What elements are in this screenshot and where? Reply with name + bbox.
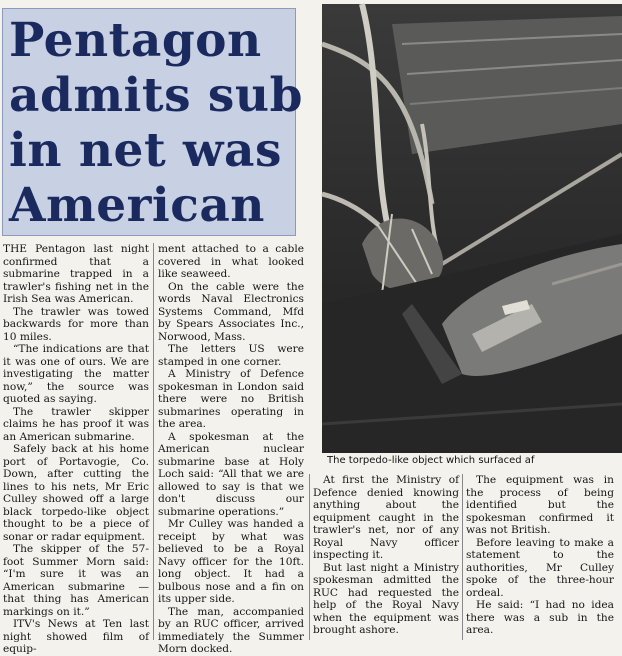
headline (3, 9, 303, 233)
paragraph: The man, accompanied by an RUC officer, arrived immediately the Summer Morn docked. (158, 605, 304, 655)
paragraph: The letters US were stamped in one corner. (158, 343, 304, 368)
paragraph: ment attached to a cable covered in what looked like seaweed. (158, 243, 304, 280)
paragraph: The equipment was in the process of being identified but the spokesman confirmed it was not British. (466, 474, 614, 536)
article-column-1 (3, 243, 149, 655)
paragraph: He said: “I had no idea there was a sub in the area. (466, 599, 614, 636)
paragraph: Safely back at his home port of Portavogie, Co. Down, after cutting the lines to his nets, Mr Eric Culley showed off a large black torpedo-like object thought to be a piece of sonar or radar equipment. (3, 443, 149, 543)
paragraph: But last night a Ministry spokesman admitted the RUC had requested the help of the Royal Navy when the equipment was brought ashore. (313, 561, 459, 636)
headline-line-1: Pentagon (9, 13, 262, 68)
photo-image (322, 4, 622, 453)
headline-line-2: admits sub (9, 68, 303, 123)
paragraph: The trawler skipper claims he has proof it was an American submarine. (3, 405, 149, 443)
article-column-2 (158, 243, 304, 655)
headline-line-3: in net was (9, 123, 282, 178)
headline-line-4: American (9, 178, 265, 233)
paragraph: THE Pentagon last night confirmed that a submarine trapped in a trawler's fishing net in the Irish Sea was American. (3, 243, 149, 305)
paragraph: The trawler was towed backwards for more than 10 miles. (3, 305, 149, 343)
column-divider (153, 243, 154, 640)
paragraph: Before leaving to make a statement to the authorities, Mr Culley spoke of the three-hour ordeal. (466, 536, 614, 599)
news-photo (322, 4, 622, 453)
column-divider (462, 474, 463, 640)
article-column-4 (466, 474, 614, 640)
paragraph: The skipper of the 57-foot Summer Morn said: “I'm sure it was an American submarine — that thing has American markings on it.” (3, 543, 149, 618)
photo-caption: The torpedo-like object which surfaced af (327, 455, 535, 466)
paragraph: On the cable were the words Naval Electronics Systems Command, Mfd by Spears Associates Inc., Norwood, Mass. (158, 280, 304, 343)
paragraph: At first the Ministry of Defence denied knowing anything about the equipment caught in the trawler's net, nor of any Royal Navy officer inspecting it. (313, 474, 459, 561)
paragraph: Mr Culley was handed a receipt by what was believed to be a Royal Navy officer for the 10ft. long object. It had a bulbous nose and a fin on its upper side. (158, 518, 304, 605)
article-column-3 (313, 474, 459, 640)
column-divider (309, 474, 310, 640)
paragraph: A spokesman at the American nuclear submarine base at Holy Loch said: “All that we are allowed to say is that we don't discuss our submarine operations.” (158, 430, 304, 518)
paragraph: ITV's News at Ten last night showed film of equip- (3, 618, 149, 655)
paragraph: “The indications are that it was one of ours. We are investigating the matter now,” the source was quoted as saying. (3, 343, 149, 405)
headline-box (2, 8, 303, 236)
paragraph: A Ministry of Defence spokesman in London said there were no British submarines operating in the area. (158, 368, 304, 430)
